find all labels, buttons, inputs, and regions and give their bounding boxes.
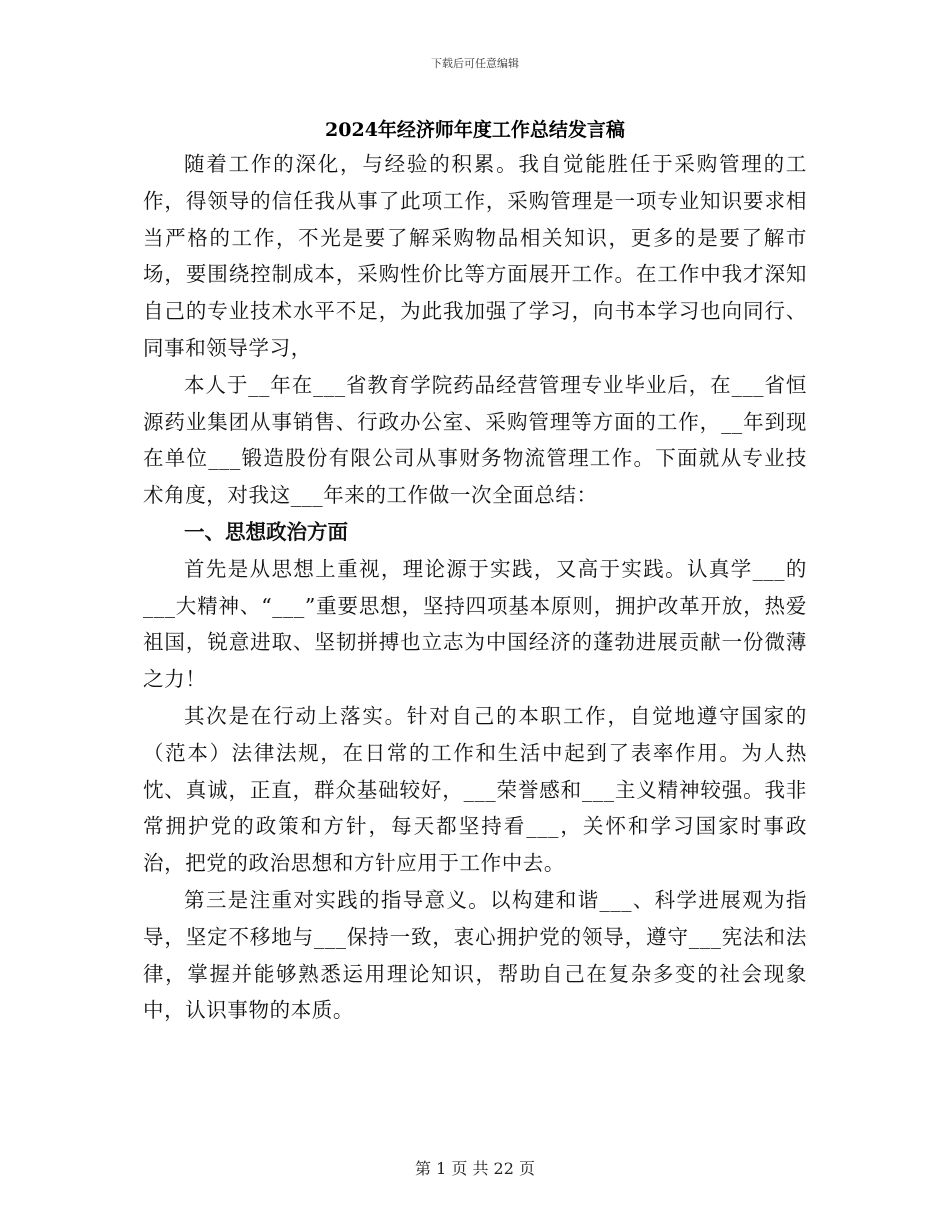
header-note: 下载后可任意编辑	[431, 57, 519, 70]
document-body	[143, 146, 807, 1029]
paragraph-4: 其次是在行动上落实。针对自己的本职工作，自觉地遵守国家的（范本）法律法规，在日常的工作和生活中起到了表率作用。为人热忱、真诚，正直，群众基础较好，___荣誉感和___主义精神较强。我非常拥护党的政策和方针，每天都坚持看___，关怀和学习国家时事政治，把党的政治思想和方针应用于工作中去。	[143, 703, 807, 876]
paragraph-3: 首先是从思想上重视，理论源于实践，又高于实践。认真学___的___大精神、“___”重要思想，坚持四项基本原则，拥护改革开放，热爱祖国，锐意进取、坚韧拼搏也立志为中国经济的蓬勃进展贡献一份微薄之力！	[143, 556, 807, 692]
paragraph-1: 随着工作的深化，与经验的积累。我自觉能胜任于采购管理的工作，得领导的信任我从事了此项工作，采购管理是一项专业知识要求相当严格的工作，不光是要了解采购物品相关知识，更多的是要了解市场，要围绕控制成本，采购性价比等方面展开工作。在工作中我才深知自己的专业技术水平不足，为此我加强了学习，向书本学习也向同行、同事和领导学习，	[143, 152, 807, 360]
page-number: 第 1 页 共 22 页	[415, 1159, 535, 1178]
section-heading-1: 一、思想政治方面	[184, 519, 348, 544]
paragraph-5: 第三是注重对实践的指导意义。以构建和谐___、科学进展观为指导，坚定不移地与___保持一致，衷心拥护党的领导，遵守___宪法和法律，掌握并能够熟悉运用理论知识，帮助自己在复杂多变的社会现象中，认识事物的本质。	[143, 887, 807, 1023]
paragraph-2: 本人于__年在___省教育学院药品经营管理专业毕业后，在___省恒源药业集团从事销售、行政办公室、采购管理等方面的工作，__年到现在单位___锻造股份有限公司从事财务物流管理工作。下面就从专业技术角度，对我这___年来的工作做一次全面总结：	[143, 372, 807, 508]
document-title: 2024年经济师年度工作总结发言稿	[325, 119, 625, 141]
